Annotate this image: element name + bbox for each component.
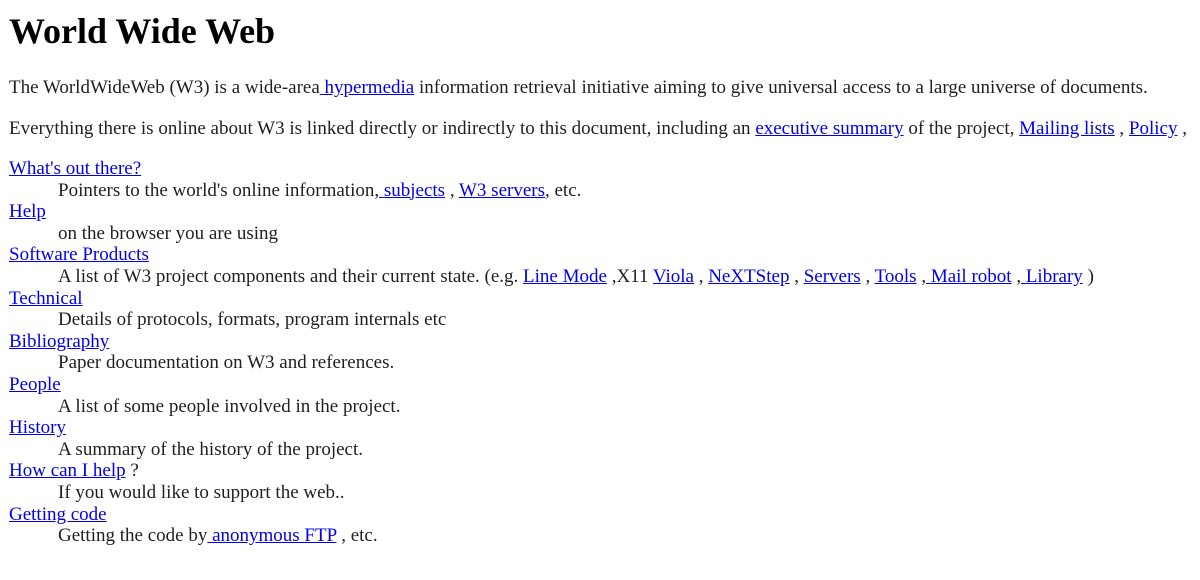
topic-description [58, 180, 1094, 202]
hypermedia-link-label[interactable]: hypermedia [324, 77, 415, 98]
topic-list [9, 158, 1094, 547]
topic-description: If you would like to support the web.. [58, 481, 345, 503]
separator: , [693, 265, 709, 287]
topic-description: A summary of the history of the project. [58, 438, 363, 460]
intro-text: information retrieval initiative aiming to give universal access to a large universe of documents. [414, 77, 1148, 98]
how-can-i-help-link[interactable]: How can I help [9, 460, 126, 482]
separator: , [916, 265, 927, 287]
w3-servers-link[interactable]: W3 servers [459, 179, 545, 201]
separator: ) [1082, 265, 1094, 287]
separator: , [789, 265, 804, 287]
topic-description: Paper documentation on W3 and references. [58, 352, 395, 374]
topic-description: Details of protocols, formats, program internals etc [58, 309, 447, 331]
bibliography-link[interactable]: Bibliography [9, 330, 110, 352]
separator: ,X11 [606, 265, 653, 287]
topic-term [9, 158, 1094, 180]
nextstep-link[interactable]: NeXTStep [708, 265, 790, 287]
intro-paragraph-1 [9, 77, 1148, 99]
description-text: Getting the code by [58, 525, 208, 547]
description-text: , etc. [545, 179, 582, 201]
topic-term [9, 331, 1094, 353]
subjects-link-label[interactable]: subjects [383, 179, 446, 201]
topic-description [58, 266, 1094, 288]
topic-description [58, 525, 1094, 547]
software-products-link[interactable]: Software Products [9, 244, 149, 266]
intro-text: The WorldWideWeb (W3) is a wide-area [9, 77, 320, 98]
library-link-label[interactable]: Library [1025, 265, 1083, 287]
topic-term [9, 374, 1094, 396]
mail-robot-link-label[interactable]: Mail robot [930, 265, 1012, 287]
description-text: Pointers to the world's online information, [58, 179, 380, 201]
mailing-lists-link[interactable]: Mailing lists [1019, 118, 1115, 139]
intro-text: Everything there is online about W3 is linked directly or indirectly to this document, including an [9, 118, 756, 139]
tools-link[interactable]: Tools [874, 265, 917, 287]
description-text: , etc. [336, 525, 378, 547]
help-link[interactable]: Help [9, 201, 46, 223]
topic-description: A list of some people involved in the project. [58, 395, 401, 417]
separator: , [1011, 265, 1022, 287]
separator: , [445, 179, 459, 201]
description-text: A list of W3 project components and their current state. (e.g. [58, 265, 524, 287]
policy-link[interactable]: Policy [1128, 118, 1178, 139]
line-mode-link[interactable]: Line Mode [523, 265, 607, 287]
technical-link[interactable]: Technical [9, 287, 83, 309]
separator: , [1114, 118, 1129, 139]
separator: , [1177, 118, 1187, 139]
subjects-link[interactable] [379, 180, 445, 201]
separator: , [860, 265, 875, 287]
intro-paragraph-2 [9, 118, 1187, 140]
intro-text: of the project, [903, 118, 1020, 139]
anonymous-ftp-link-label[interactable]: anonymous FTP [212, 525, 337, 547]
topic-term [9, 504, 1094, 526]
page-title: World Wide Web [9, 11, 276, 51]
library-link[interactable] [1021, 266, 1083, 287]
executive-summary-link[interactable]: executive summary [755, 118, 904, 139]
mail-robot-link[interactable] [926, 266, 1012, 287]
whats-out-there-link[interactable]: What's out there? [9, 158, 142, 179]
people-link[interactable]: People [9, 373, 61, 395]
question-mark: ? [125, 460, 139, 482]
topic-term [9, 201, 1094, 223]
hypermedia-link[interactable] [320, 77, 414, 98]
anonymous-ftp-link[interactable] [207, 525, 336, 546]
viola-link[interactable]: Viola [652, 265, 694, 287]
topic-term [9, 460, 1094, 482]
getting-code-link[interactable]: Getting code [9, 503, 107, 525]
topic-description: on the browser you are using [58, 222, 279, 244]
topic-term [9, 417, 1094, 439]
history-link[interactable]: History [9, 417, 66, 439]
topic-term [9, 288, 1094, 310]
topic-term [9, 244, 1094, 266]
servers-link[interactable]: Servers [803, 265, 861, 287]
